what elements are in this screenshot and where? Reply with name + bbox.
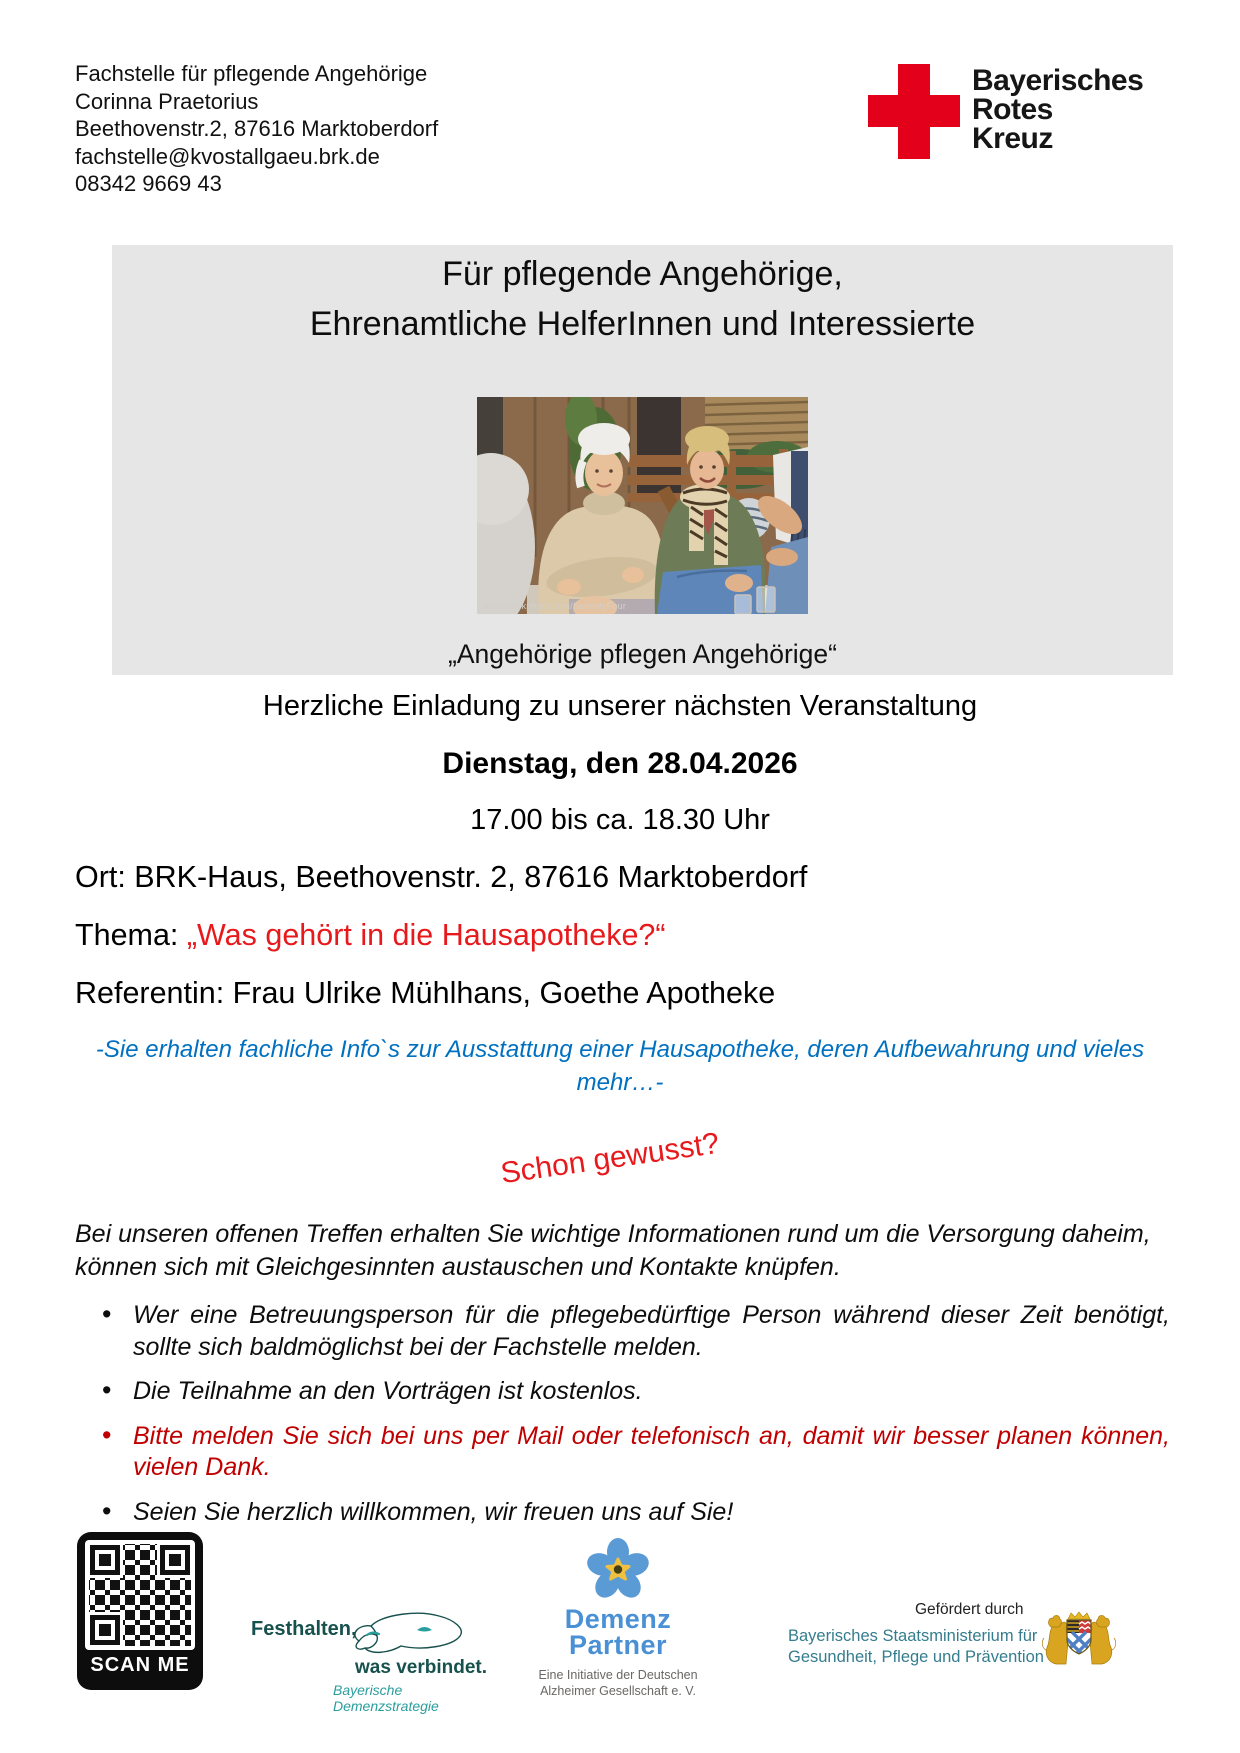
demenz-partner-logo (520, 1538, 716, 1699)
header-title-line1: Für pflegende Angehörige, (442, 255, 843, 293)
brk-logo-text (972, 66, 1143, 153)
forget-me-not-icon (583, 1538, 653, 1602)
photo-scene (477, 397, 808, 614)
contact-address: Beethovenstr.2, 87616 Marktoberdorf (75, 116, 439, 141)
contact-person: Corinna Praetorius (75, 88, 259, 114)
ministry-line1: Bayerisches Staatsministerium für (788, 1627, 1038, 1645)
festhalten-subtitle: Bayerische Demenzstrategie (333, 1682, 439, 1714)
bullet-item: • Wer eine Betreuungsperson für die pflegebedürftige Person während dieser Zeit benötigt, sollte sich baldmöglichst bei der Fachstelle melden. (75, 1300, 1170, 1363)
event-topic-value: „Was gehört in die Hausapotheke?“ (186, 918, 666, 952)
header-title-line2: Ehrenamtliche HelferInnen und Interessierte (309, 305, 976, 343)
red-cross-icon (868, 64, 960, 159)
funding-label: Gefördert durch (915, 1601, 1024, 1618)
festhalten-word: Festhalten, (251, 1618, 357, 1640)
invitation-line: Herzliche Einladung zu unserer nächsten Veranstaltung (262, 690, 978, 722)
qr-code-icon (85, 1540, 195, 1650)
brk-logo-line: Rotes (972, 93, 1053, 126)
bullet-item: • Seien Sie herzlich willkommen, wir freuen uns auf Sie! (75, 1497, 1170, 1529)
info-bullet-list (75, 1300, 1170, 1541)
funding-ministry (788, 1626, 1044, 1668)
festhalten-tagline: was verbindet. (355, 1657, 487, 1678)
brk-logo (868, 62, 1168, 162)
ministry-line2: Gesundheit, Pflege und Prävention (788, 1648, 1044, 1666)
demenz-subtitle-line1: Eine Initiative der Deutschen (538, 1668, 698, 1682)
event-topic-label: Thema: (75, 918, 187, 952)
topic-info-note: -Sie erhalten fachliche Info`s zur Ausstattung einer Hausapotheke, deren Aufbewahrung und vieles mehr…- (95, 1036, 1145, 1096)
contact-email: fachstelle@kvostallgaeu.brk.de (75, 143, 380, 169)
contact-block (75, 60, 438, 198)
photo-caption: „Angehörige pflegen Angehörige“ (448, 639, 837, 669)
brk-logo-line: Bayerisches (972, 64, 1144, 97)
contact-org: Fachstelle für pflegende Angehörige (75, 61, 428, 86)
intro-paragraph: Bei unseren offenen Treffen erhalten Sie wichtige Informationen rund um die Versorgung daheim, können sich mit Gleichgesinnten austauschen und Kontakte knüpfen. (75, 1220, 1151, 1281)
coat-of-arms-icon (1040, 1610, 1118, 1668)
contact-phone: 08342 9669 43 (75, 171, 222, 196)
qr-scan-label: SCAN ME (90, 1654, 190, 1676)
handkerchief-icon (339, 1608, 469, 1664)
event-topic (75, 918, 666, 953)
brk-logo-line: Kreuz (972, 122, 1053, 155)
teaser-text: Schon gewusst? (498, 1126, 722, 1191)
event-time: 17.00 bis ca. 18.30 Uhr (470, 804, 770, 836)
event-date: Dienstag, den 28.04.2026 (442, 747, 798, 780)
festhalten-logo (243, 1610, 493, 1714)
demenz-title-line2: Partner (568, 1630, 668, 1660)
header-box (112, 245, 1173, 675)
demenz-title-line1: Demenz (564, 1604, 672, 1634)
bullet-item: • Die Teilnahme an den Vorträgen ist kostenlos. (75, 1376, 1170, 1408)
demenz-subtitle-line2: Alzheimer Gesellschaft e. V. (540, 1684, 696, 1698)
event-location: Ort: BRK-Haus, Beethovenstr. 2, 87616 Marktoberdorf (75, 860, 808, 894)
bullet-item-registration: • Bitte melden Sie sich bei uns per Mail oder telefonisch an, damit wir besser planen können, vielen Dank. (75, 1421, 1170, 1484)
photo-watermark: www.stockphoto.com/SeventyFour (482, 601, 627, 611)
photo-illustration (477, 397, 808, 614)
event-speaker: Referentin: Frau Ulrike Mühlhans, Goethe Apotheke (75, 976, 776, 1010)
qr-code-block (77, 1532, 203, 1690)
